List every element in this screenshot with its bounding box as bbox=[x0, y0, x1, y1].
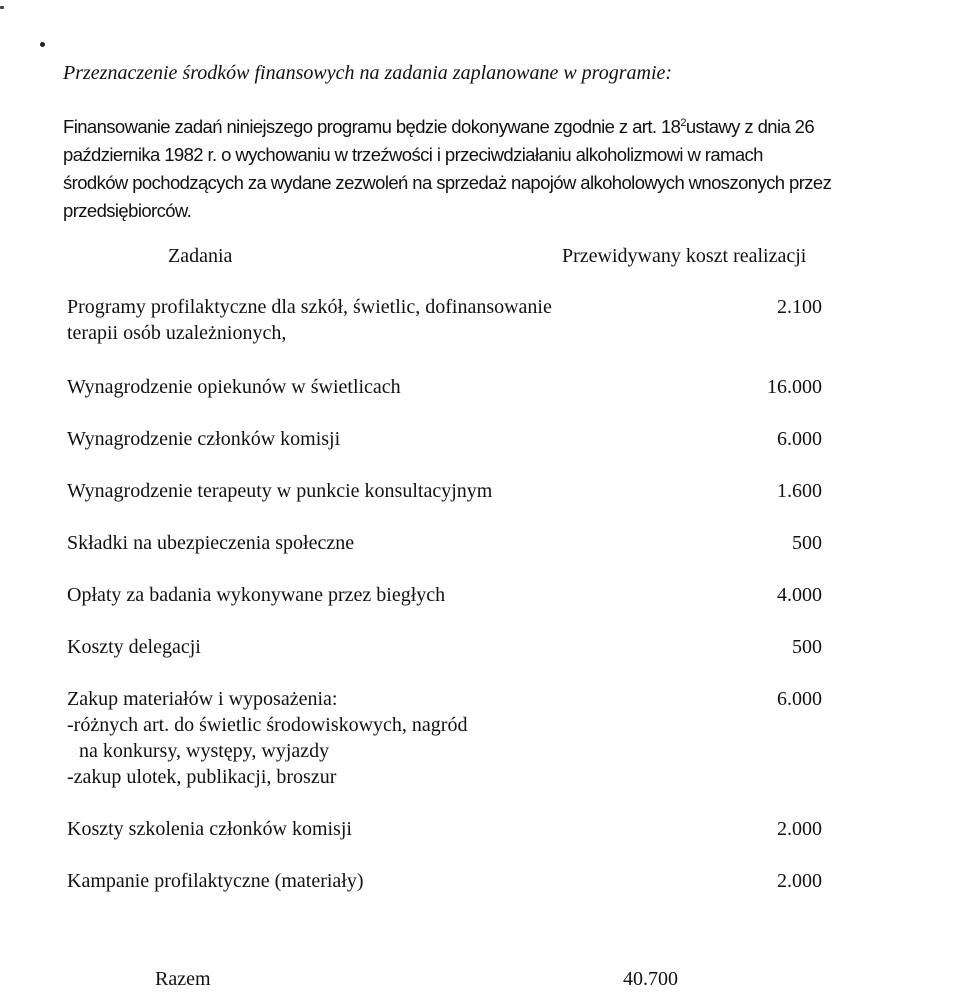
column-header-cost: Przewidywany koszt realizacji bbox=[562, 245, 807, 267]
table-row bbox=[67, 294, 822, 346]
task-line: Wynagrodzenie terapeuty w punkcie konsultacyjnym bbox=[67, 480, 493, 502]
total-value: 40.700 bbox=[623, 968, 678, 990]
task-line: Koszty delegacji bbox=[67, 636, 201, 658]
task-cost: 500 bbox=[792, 636, 822, 658]
task-line: na konkursy, występy, wyjazdy bbox=[79, 740, 330, 762]
scan-speck bbox=[0, 6, 4, 9]
table-row bbox=[67, 426, 822, 452]
table-row bbox=[67, 816, 822, 842]
task-line: Wynagrodzenie opiekunów w świetlicach bbox=[67, 376, 401, 398]
task-description bbox=[67, 478, 667, 504]
task-description bbox=[67, 634, 667, 660]
table-row bbox=[67, 374, 822, 400]
task-line: Kampanie profilaktyczne (materiały) bbox=[67, 870, 364, 892]
table-row bbox=[67, 868, 822, 894]
section-heading: Przeznaczenie środków finansowych na zadania zaplanowane w programie: bbox=[63, 62, 673, 84]
intro-line-4: przedsiębiorców. bbox=[63, 200, 192, 221]
intro-line-1-start: Finansowanie zadań niniejszego programu będzie dokonywane zgodnie z art. 18 bbox=[63, 116, 681, 137]
task-cost: 6.000 bbox=[777, 428, 822, 450]
task-cost: 2.000 bbox=[777, 818, 822, 840]
task-line: Koszty szkolenia członków komisji bbox=[67, 818, 352, 840]
task-line: -zakup ulotek, publikacji, broszur bbox=[67, 766, 337, 788]
task-line: Programy profilaktyczne dla szkół, świetlic, dofinansowanie bbox=[67, 296, 552, 318]
table-row bbox=[67, 478, 822, 504]
task-cost: 4.000 bbox=[777, 584, 822, 606]
task-description bbox=[67, 426, 667, 452]
task-cost: 1.600 bbox=[777, 480, 822, 502]
task-line: Wynagrodzenie członków komisji bbox=[67, 428, 341, 450]
table-row bbox=[67, 530, 822, 556]
table-row bbox=[67, 582, 822, 608]
task-description bbox=[67, 816, 667, 842]
table-row bbox=[67, 686, 822, 790]
intro-superscript: 2 bbox=[680, 117, 686, 129]
task-cost: 6.000 bbox=[777, 688, 822, 710]
task-cost: 500 bbox=[792, 532, 822, 554]
task-line: Opłaty za badania wykonywane przez biegłych bbox=[67, 584, 446, 606]
task-description bbox=[67, 868, 667, 894]
task-line: Zakup materiałów i wyposażenia: bbox=[67, 688, 338, 710]
task-description bbox=[67, 530, 667, 556]
task-cost: 16.000 bbox=[767, 376, 822, 398]
task-cost: 2.000 bbox=[777, 870, 822, 892]
intro-line-1 bbox=[63, 113, 960, 141]
task-line: -różnych art. do świetlic środowiskowych, nagród bbox=[67, 714, 468, 736]
task-description bbox=[67, 686, 667, 790]
task-line: terapii osób uzależnionych, bbox=[67, 322, 287, 344]
column-header-tasks: Zadania bbox=[168, 245, 233, 267]
intro-line-2: października 1982 r. o wychowaniu w trzeźwości i przeciwdziałaniu alkoholizmowi w ramach bbox=[63, 144, 763, 165]
table-row bbox=[67, 634, 822, 660]
task-description bbox=[67, 582, 667, 608]
intro-line-1-end: ustawy z dnia 26 bbox=[685, 116, 815, 137]
intro-line-3: środków pochodzących za wydane zezwoleń na sprzedaż napojów alkoholowych wnoszonych przez bbox=[63, 172, 832, 193]
intro-paragraph bbox=[63, 113, 960, 225]
task-description bbox=[67, 294, 667, 346]
total-label: Razem bbox=[155, 968, 211, 990]
task-line: Składki na ubezpieczenia społeczne bbox=[67, 532, 355, 554]
task-cost: 2.100 bbox=[777, 296, 822, 318]
task-description bbox=[67, 374, 667, 400]
bullet-dot bbox=[40, 42, 45, 47]
